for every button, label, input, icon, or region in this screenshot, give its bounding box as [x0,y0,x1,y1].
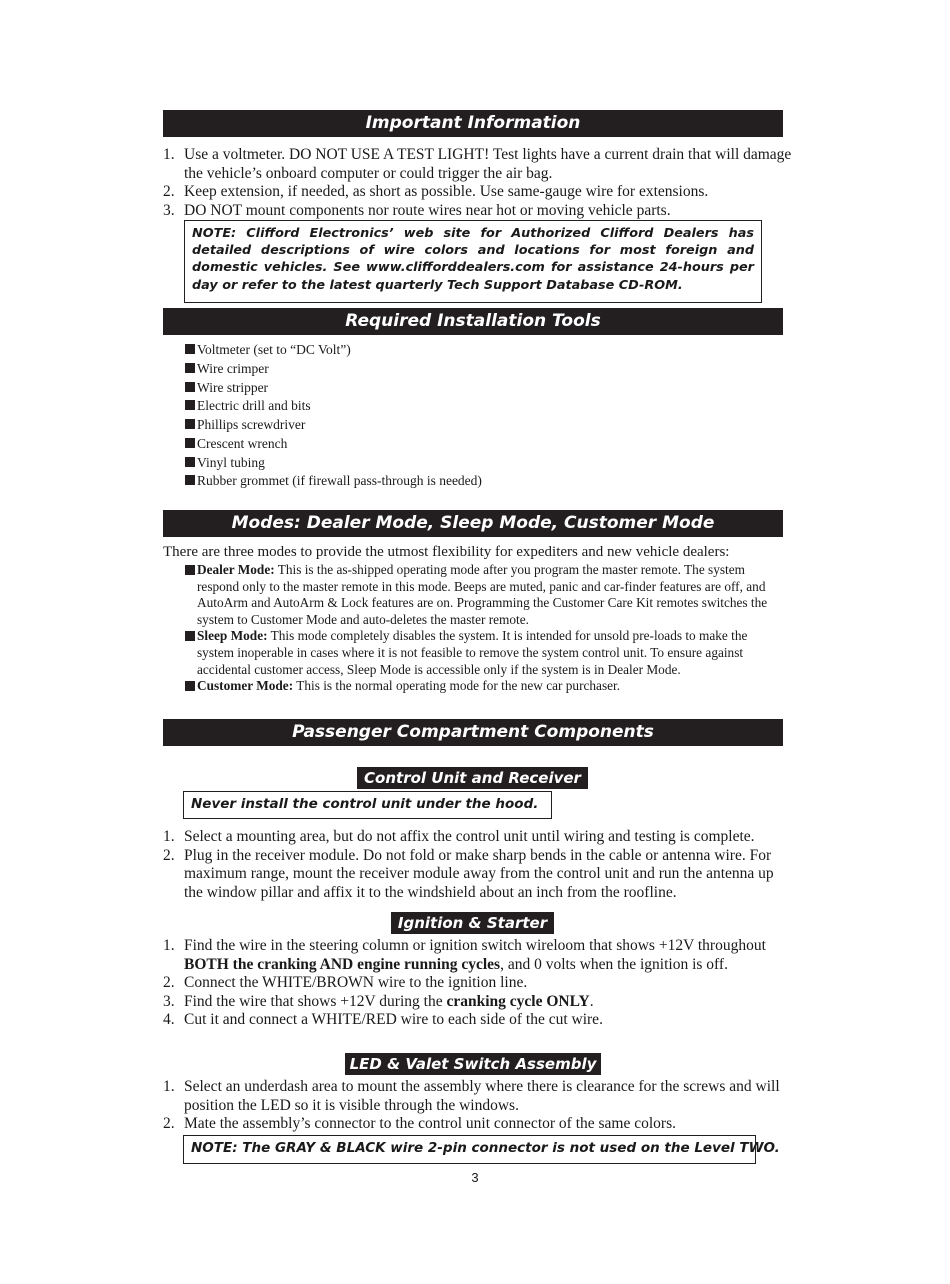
section-header-passenger-compartment: Passenger Compartment Components [163,719,783,746]
list-item: Sleep Mode: This mode completely disables the system. It is intended for unsold pre-loads to make the system inoperable in cases where it is not feasible to remove the system control unit. To ensure against accidental customer access, Sleep Mode is accessible only if the system is in Dealer Mode. [185,628,785,678]
section-header-important-information: Important Information [163,110,783,137]
modes-list [185,562,785,695]
square-bullet-icon [185,382,195,392]
list-item: Dealer Mode: This is the as-shipped operating mode after you program the master remote. The system respond only to the master remote in this mode. Beeps are muted, panic and car-finder features are off, and AutoArm and AutoArm & Lock features are on. Programming the Customer Care Kit remotes switches the system to Customer Mode and auto-deletes the master remote. [185,562,785,628]
square-bullet-icon [185,475,195,485]
modes-intro: There are three modes to provide the utmost flexibility for expediters and new vehicle dealers: [163,544,730,560]
square-bullet-icon [185,363,195,373]
square-bullet-icon [185,565,195,575]
important-information-list [163,146,793,220]
page-number: 3 [471,1170,479,1185]
list-item: 1. Find the wire in the steering column or ignition switch wireloom that shows +12V throughout BOTH the cranking AND engine running cycles, and 0 volts when the ignition is off. [163,937,766,973]
list-item: Wire crimper [185,360,482,379]
list-item: 4. Cut it and connect a WHITE/RED wire to each side of the cut wire. [163,1011,603,1028]
list-item: Vinyl tubing [185,454,482,473]
list-item: Rubber grommet (if firewall pass-through is needed) [185,472,482,491]
list-item: 1. Select a mounting area, but do not affix the control unit until wiring and testing is complete. [163,828,755,845]
list-item: Electric drill and bits [185,397,482,416]
square-bullet-icon [185,344,195,354]
list-item: Wire stripper [185,379,482,398]
tools-list [185,341,482,491]
list-item: 2. Mate the assembly’s connector to the control unit connector of the same colors. [163,1115,676,1132]
control-unit-steps [163,828,793,902]
square-bullet-icon [185,681,195,691]
led-valet-steps [163,1078,793,1134]
list-item: 3. DO NOT mount components nor route wires near hot or moving vehicle parts. [163,201,671,219]
list-item: 1. Select an underdash area to mount the assembly where there is clearance for the screws and will position the LED so it is visible through the windows. [163,1078,780,1114]
list-item: 2. Plug in the receiver module. Do not fold or make sharp bends in the cable or antenna wire. For maximum range, mount the receiver module away from the control unit and run the antenna up the window pillar and affix it to the windshield about an inch from the roofline. [163,846,774,901]
list-item: 1. Use a voltmeter. DO NOT USE A TEST LIGHT! Test lights have a current drain that will damage the vehicle’s onboard computer or could trigger the air bag. [163,146,792,182]
list-item: Phillips screwdriver [185,416,482,435]
ignition-steps [163,937,793,1030]
clifford-website-note: NOTE: Clifford Electronics’ web site for Authorized Clifford Dealers has detailed descriptions of wire colors and locations for most foreign and domestic vehicles. See www.clifforddealers.com for assistance 24-hours per day or refer to the latest quarterly Tech Support Database CD-ROM. [184,220,762,303]
square-bullet-icon [185,438,195,448]
control-unit-warning-note: Never install the control unit under the hood. [183,791,552,819]
list-item: Voltmeter (set to “DC Volt”) [185,341,482,360]
list-item: 3. Find the wire that shows +12V during the cranking cycle ONLY. [163,992,594,1010]
level-two-connector-note: NOTE: The GRAY & BLACK wire 2-pin connector is not used on the Level TWO. [183,1135,756,1164]
subsection-header-led-valet: LED & Valet Switch Assembly [345,1053,601,1075]
list-item: Crescent wrench [185,435,482,454]
subsection-header-control-unit: Control Unit and Receiver [357,767,588,789]
subsection-header-ignition-starter: Ignition & Starter [391,912,554,934]
section-header-modes: Modes: Dealer Mode, Sleep Mode, Customer Mode [163,510,783,537]
list-item: 2. Connect the WHITE/BROWN wire to the ignition line. [163,974,528,991]
square-bullet-icon [185,419,195,429]
square-bullet-icon [185,631,195,641]
square-bullet-icon [185,457,195,467]
list-item: Customer Mode: This is the normal operating mode for the new car purchaser. [185,678,785,695]
list-item: 2. Keep extension, if needed, as short as possible. Use same-gauge wire for extensions. [163,183,709,200]
section-header-required-tools: Required Installation Tools [163,308,783,335]
square-bullet-icon [185,400,195,410]
